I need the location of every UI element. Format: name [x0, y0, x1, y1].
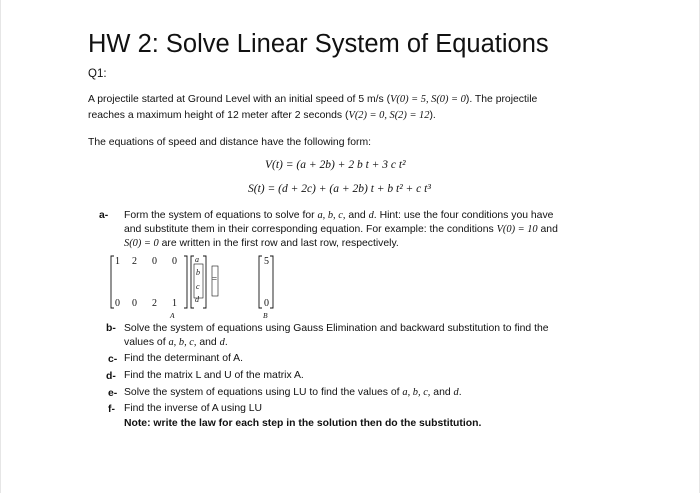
part-e-text	[124, 387, 462, 398]
part-a-line3-rest: are written in the first row and last row, respectively.	[158, 238, 399, 250]
part-a-d: d	[368, 210, 374, 221]
intro-line1-end: ). The projectile	[465, 94, 538, 105]
part-a-and: and	[345, 210, 369, 221]
part-b-line1: Solve the system of equations using Gauss Elimination and backward substitution to find the	[124, 323, 549, 334]
matrix-brackets	[110, 254, 310, 322]
distance-equation: S(t) = (d + 2c) + (a + 2b) t + b t² + c t³	[248, 183, 431, 195]
matrix-a-r4c4: 1	[172, 298, 177, 309]
part-a-line2-end: and	[537, 224, 558, 236]
form-sentence: The equations of speed and distance have the following form:	[88, 137, 372, 148]
part-b-and: and	[196, 337, 220, 349]
part-a-v0-condition: V(0) = 10	[496, 224, 538, 236]
part-b-text	[124, 322, 618, 350]
vector-x-c: c	[196, 282, 200, 291]
part-e-marker: e-	[108, 388, 118, 399]
vector-x-d: d	[195, 295, 199, 304]
intro-line1-text: A projectile started at Ground Level with an initial speed of 5 m/s (	[88, 94, 391, 105]
part-a-text	[124, 209, 618, 252]
matrix-a-r4c3: 2	[152, 298, 157, 309]
part-b-end: .	[224, 337, 228, 349]
matrix-caption-b: B	[263, 311, 268, 320]
vector-b-r4: 0	[264, 298, 269, 309]
intro-line2-text: reaches a maximum height of 12 meter after 2 seconds (	[88, 110, 349, 121]
part-f-text: Find the inverse of A using LU	[124, 403, 263, 414]
matrix-a-r1c3: 0	[152, 256, 157, 267]
matrix-a-r1c1: 1	[115, 256, 120, 267]
part-d-marker: d-	[106, 371, 116, 382]
part-c-marker: c-	[108, 354, 118, 365]
matrix-a-r4c2: 0	[132, 298, 137, 309]
matrix-a-r1c4: 0	[172, 256, 177, 267]
question-label: Q1:	[88, 68, 107, 80]
page-title: HW 2: Solve Linear System of Equations	[88, 30, 549, 58]
matrix-caption-a: A	[170, 311, 175, 320]
part-e-line: Solve the system of equations using LU to find the values of	[124, 387, 403, 398]
part-a-vars: a, b, c,	[317, 210, 346, 221]
vector-x-a: a	[195, 255, 199, 264]
part-e-d: d	[453, 387, 459, 398]
matrix-equation	[110, 254, 310, 322]
part-a-line2: and substitute them in their corresponding equation. For example: the conditions	[124, 224, 497, 236]
part-b-vars: a, b, c,	[168, 337, 197, 349]
part-a-line1-rest: . Hint: use the four conditions you have	[373, 210, 554, 221]
part-b-marker: b-	[106, 323, 116, 334]
part-e-and: and	[430, 387, 454, 398]
part-b-d: d	[219, 337, 225, 349]
part-e-vars: a, b, c,	[402, 387, 431, 398]
speed-equation: V(t) = (a + 2b) + 2 b t + 3 c t²	[265, 159, 406, 171]
vector-x-b: b	[196, 268, 200, 277]
problem-intro	[88, 92, 623, 124]
matrix-a-r1c2: 2	[132, 256, 137, 267]
part-a-s0-condition: S(0) = 0	[124, 238, 159, 250]
part-c-text: Find the determinant of A.	[124, 353, 243, 364]
part-a-marker: a-	[99, 210, 109, 221]
matrix-a-r4c1: 0	[115, 298, 120, 309]
intro-final-conditions: V(2) = 0, S(2) = 12	[348, 110, 430, 121]
intro-line2-end: ).	[429, 110, 436, 121]
part-d-text: Find the matrix L and U of the matrix A.	[124, 370, 304, 381]
part-e-end: .	[458, 387, 462, 398]
intro-initial-conditions: V(0) = 5, S(0) = 0	[390, 94, 466, 105]
matrix-equals-sign: =	[212, 274, 218, 284]
part-b-line2: values of	[124, 337, 169, 349]
part-a-line1: Form the system of equations to solve for	[124, 210, 318, 221]
part-f-marker: f-	[108, 404, 115, 415]
vector-b-r1: 5	[264, 256, 269, 267]
instruction-note: Note: write the law for each step in the solution then do the substitution.	[124, 418, 482, 429]
